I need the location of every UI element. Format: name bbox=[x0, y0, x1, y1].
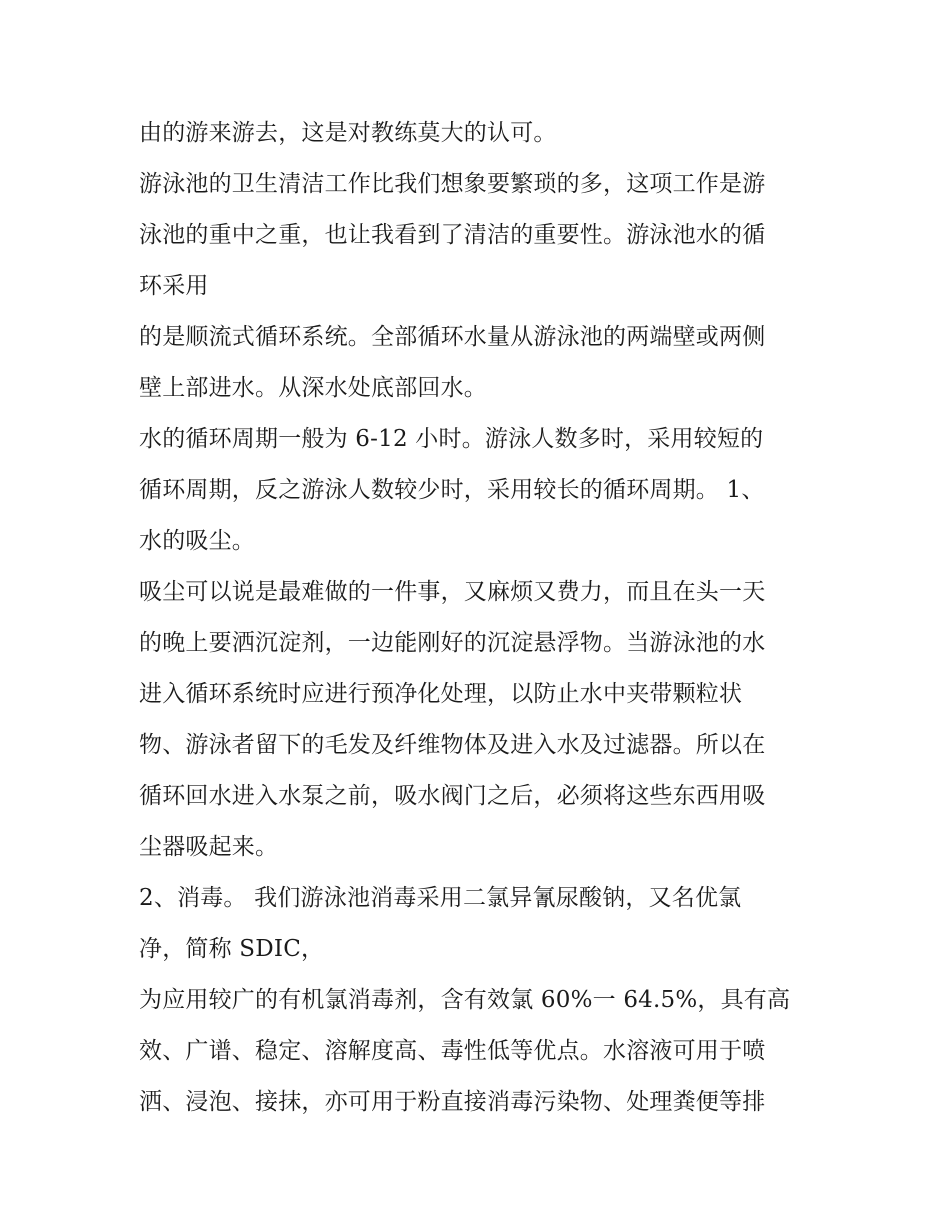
text-line: 游泳池的卫生清洁工作比我们想象要繁琐的多，这项工作是游 bbox=[139, 171, 766, 197]
text-line: 净，简称 SDIC， bbox=[139, 936, 325, 962]
text-line: 物、游泳者留下的毛发及纤维物体及进入水及过滤器。所以在 bbox=[139, 732, 766, 758]
text-line: 水的吸尘。 bbox=[139, 528, 255, 554]
text-line: 循环回水进入水泵之前，吸水阀门之后，必须将这些东西用吸 bbox=[139, 783, 766, 809]
body-text bbox=[139, 108, 829, 1128]
text-line: 循环周期，反之游泳人数较少时，采用较长的循环周期。 1、 bbox=[139, 477, 765, 503]
text-line: 进入循环系统时应进行预净化处理，以防止水中夹带颗粒状 bbox=[139, 681, 743, 707]
text-line: 效、广谱、稳定、溶解度高、毒性低等优点。水溶液可用于喷 bbox=[139, 1038, 766, 1064]
text-line: 2、消毒。 我们游泳池消毒采用二氯异氰尿酸钠，又名优氯 bbox=[139, 885, 742, 911]
text-line: 吸尘可以说是最难做的一件事，又麻烦又费力，而且在头一天 bbox=[139, 579, 766, 605]
text-line: 泳池的重中之重，也让我看到了清洁的重要性。游泳池水的循 bbox=[139, 222, 766, 248]
text-line: 水的循环周期一般为 6-12 小时。游泳人数多时，采用较短的 bbox=[139, 426, 764, 452]
text-line: 的晚上要洒沉淀剂，一边能刚好的沉淀悬浮物。当游泳池的水 bbox=[139, 630, 766, 656]
text-line: 尘器吸起来。 bbox=[139, 834, 279, 860]
text-line: 壁上部进水。从深水处底部回水。 bbox=[139, 375, 487, 401]
text-line: 的是顺流式循环系统。全部循环水量从游泳池的两端壁或两侧 bbox=[139, 324, 766, 350]
text-line: 由的游来游去，这是对教练莫大的认可。 bbox=[139, 120, 557, 146]
text-line: 洒、浸泡、接抹，亦可用于粉直接消毒污染物、处理粪便等排 bbox=[139, 1089, 766, 1115]
text-line: 为应用较广的有机氯消毒剂，含有效氯 60%一 64.5%，具有高 bbox=[139, 987, 791, 1013]
text-line: 环采用 bbox=[139, 273, 209, 299]
